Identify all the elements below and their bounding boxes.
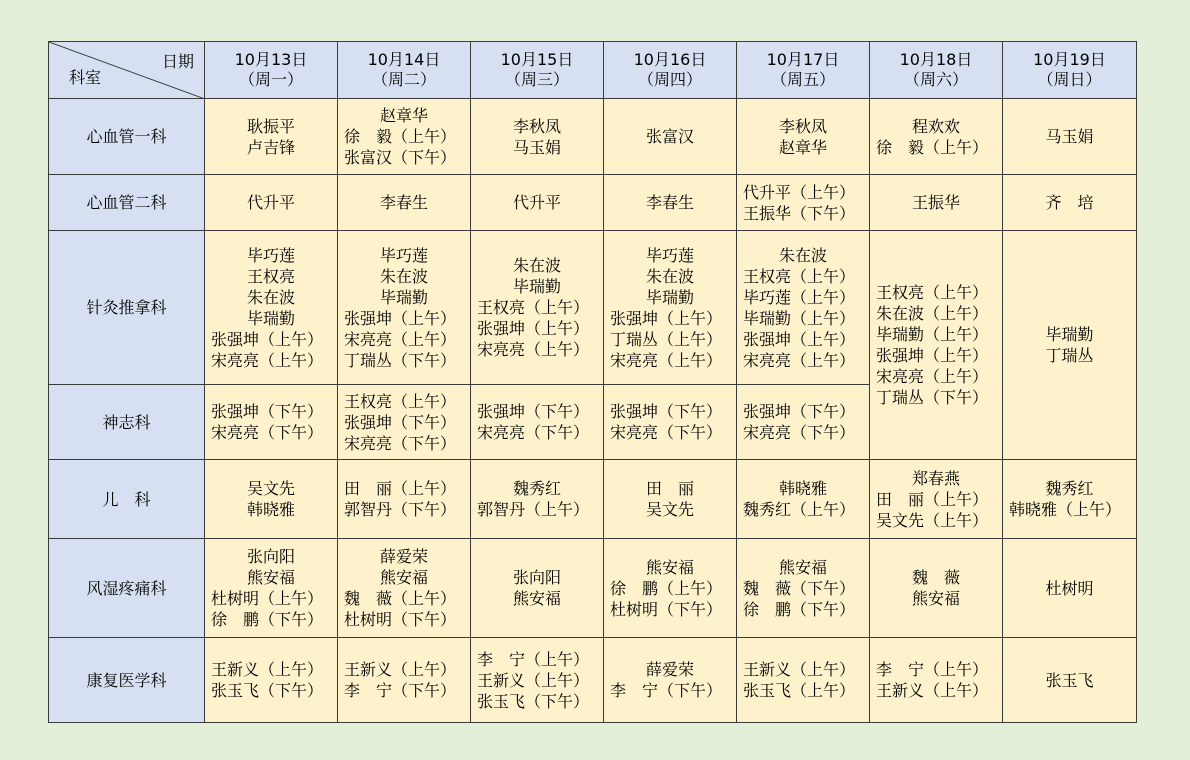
schedule-cell bbox=[338, 638, 471, 723]
staff-entry: 毕巧莲 bbox=[246, 245, 295, 265]
schedule-cell bbox=[1003, 175, 1137, 231]
cell-content bbox=[604, 659, 736, 701]
cell-content bbox=[737, 659, 869, 701]
staff-entry: 李秋凤 bbox=[778, 116, 827, 136]
cell-content bbox=[471, 478, 603, 520]
cell-content bbox=[870, 282, 1002, 408]
staff-entry: 薛爱荣 bbox=[645, 660, 694, 679]
staff-entry: 张富汉 bbox=[645, 127, 694, 146]
staff-entry: 李春生 bbox=[645, 193, 694, 212]
day-date: 10月15日 bbox=[500, 50, 574, 69]
corner-date-label: 日期 bbox=[161, 52, 194, 71]
staff-entry: 张强坤（上午） bbox=[876, 346, 989, 365]
schedule-cell bbox=[471, 539, 604, 638]
staff-entry: 徐 鹏（下午） bbox=[211, 610, 324, 629]
staff-entry: 张强坤（上午） bbox=[610, 308, 723, 328]
staff-entry: 宋亮亮（上午） bbox=[610, 350, 723, 370]
day-weekday: （周二） bbox=[371, 70, 436, 89]
staff-entry: 代升平 bbox=[512, 193, 561, 212]
staff-entry: 韩晓雅 bbox=[246, 500, 295, 519]
staff-entry: 朱在波 bbox=[645, 266, 694, 286]
staff-entry: 王权亮（上午） bbox=[743, 266, 856, 286]
staff-entry: 张强坤（下午） bbox=[610, 402, 723, 421]
day-date: 10月16日 bbox=[633, 50, 707, 69]
schedule-cell bbox=[604, 638, 737, 723]
schedule-cell bbox=[205, 460, 338, 539]
day-header-mon bbox=[205, 42, 338, 99]
staff-entry: 郭智丹（下午） bbox=[344, 500, 457, 519]
staff-entry: 张玉飞（下午） bbox=[211, 681, 324, 700]
schedule-cell bbox=[604, 539, 737, 638]
schedule-cell bbox=[1003, 539, 1137, 638]
cell-content bbox=[205, 116, 337, 158]
department-name: 针灸推拿科 bbox=[49, 231, 205, 385]
staff-entry: 丁瑞丛（上午） bbox=[610, 329, 723, 349]
department-row bbox=[49, 539, 1137, 638]
schedule-cell bbox=[205, 175, 338, 231]
department-name: 康复医学科 bbox=[49, 638, 205, 723]
staff-entry: 赵章华 bbox=[379, 106, 428, 125]
staff-entry: 张玉飞 bbox=[1045, 670, 1094, 690]
department-row bbox=[49, 99, 1137, 175]
staff-entry: 宋亮亮（下午） bbox=[477, 423, 590, 442]
schedule-cell bbox=[737, 460, 870, 539]
cell-content bbox=[737, 401, 869, 443]
staff-entry: 朱在波 bbox=[246, 287, 295, 307]
staff-entry: 毕瑞勤 bbox=[512, 277, 561, 296]
day-date: 10月18日 bbox=[899, 50, 973, 69]
cell-content bbox=[338, 546, 470, 630]
schedule-cell bbox=[1003, 99, 1137, 175]
staff-entry: 徐 毅（上午） bbox=[344, 127, 457, 146]
day-header-sat bbox=[870, 42, 1003, 99]
cell-content bbox=[471, 255, 603, 360]
cell-content bbox=[604, 401, 736, 443]
staff-entry: 徐 鹏（下午） bbox=[743, 599, 856, 619]
staff-entry: 魏 薇 bbox=[911, 568, 960, 587]
schedule-cell bbox=[737, 385, 870, 460]
staff-entry: 田 丽（上午） bbox=[876, 489, 989, 509]
day-header-fri bbox=[737, 42, 870, 99]
staff-entry: 张玉飞（下午） bbox=[477, 691, 590, 711]
staff-entry: 丁瑞丛（下午） bbox=[876, 388, 989, 407]
staff-entry: 张玉飞（上午） bbox=[743, 681, 856, 700]
staff-entry: 丁瑞丛 bbox=[1045, 346, 1094, 365]
staff-entry: 吴文先（上午） bbox=[876, 510, 989, 530]
schedule-cell-merged bbox=[1003, 231, 1137, 460]
schedule-cell bbox=[604, 385, 737, 460]
department-row bbox=[49, 638, 1137, 723]
staff-entry: 程欢欢 bbox=[911, 116, 960, 136]
staff-entry: 韩晓雅 bbox=[778, 479, 827, 498]
cell-content bbox=[205, 401, 337, 443]
cell-content bbox=[604, 557, 736, 620]
staff-entry: 代升平（上午） bbox=[743, 182, 856, 202]
department-name: 神志科 bbox=[49, 385, 205, 460]
corner-department-label: 科室 bbox=[69, 68, 102, 87]
schedule-cell bbox=[471, 99, 604, 175]
staff-entry: 宋亮亮（下午） bbox=[344, 433, 457, 453]
department-row bbox=[49, 231, 1137, 385]
staff-entry: 王振华（下午） bbox=[743, 203, 856, 223]
staff-entry: 魏 薇（下午） bbox=[743, 578, 856, 598]
staff-entry: 李 宁（上午） bbox=[876, 660, 989, 679]
staff-entry: 熊安福 bbox=[512, 589, 561, 608]
cell-content bbox=[1003, 478, 1136, 520]
staff-entry: 朱在波 bbox=[512, 256, 561, 275]
department-name: 风湿疼痛科 bbox=[49, 539, 205, 638]
staff-entry: 朱在波（上午） bbox=[876, 304, 989, 323]
staff-entry: 郭智丹（上午） bbox=[477, 500, 590, 519]
cell-content bbox=[870, 468, 1002, 531]
staff-entry: 宋亮亮（上午） bbox=[876, 367, 989, 386]
staff-entry: 耿振平 bbox=[246, 116, 295, 136]
department-name: 儿 科 bbox=[49, 460, 205, 539]
day-weekday: （周六） bbox=[903, 70, 968, 89]
staff-entry: 毕瑞勤 bbox=[645, 287, 694, 307]
day-date: 10月14日 bbox=[367, 50, 441, 69]
staff-entry: 卢吉锋 bbox=[246, 137, 295, 157]
staff-entry: 郑春燕 bbox=[911, 468, 960, 488]
schedule-cell bbox=[205, 385, 338, 460]
schedule-cell bbox=[338, 460, 471, 539]
schedule-cell bbox=[737, 638, 870, 723]
cell-content bbox=[1003, 126, 1136, 147]
schedule-cell bbox=[604, 99, 737, 175]
staff-entry: 张强坤（下午） bbox=[477, 402, 590, 421]
staff-entry: 张强坤（上午） bbox=[477, 319, 590, 338]
staff-entry: 王权亮（上午） bbox=[344, 391, 457, 411]
staff-entry: 王权亮（上午） bbox=[477, 298, 590, 317]
cell-content bbox=[338, 478, 470, 520]
staff-entry: 魏秀红（上午） bbox=[743, 500, 856, 519]
staff-entry: 毕巧莲 bbox=[379, 245, 428, 265]
department-name: 心血管一科 bbox=[49, 99, 205, 175]
duty-schedule-table bbox=[48, 41, 1137, 723]
day-weekday: （周五） bbox=[770, 70, 835, 89]
cell-content bbox=[604, 478, 736, 520]
cell-content bbox=[338, 245, 470, 371]
corner-header-cell bbox=[49, 42, 205, 99]
cell-content bbox=[338, 192, 470, 213]
staff-entry: 张强坤（下午） bbox=[211, 402, 324, 421]
staff-entry: 宋亮亮（下午） bbox=[211, 423, 324, 442]
staff-entry: 魏秀红 bbox=[1045, 479, 1094, 498]
day-date: 10月17日 bbox=[766, 50, 840, 69]
cell-content bbox=[737, 478, 869, 520]
schedule-cell bbox=[870, 175, 1003, 231]
schedule-cell bbox=[471, 460, 604, 539]
cell-content bbox=[338, 659, 470, 701]
staff-entry: 吴文先 bbox=[645, 500, 694, 519]
cell-content bbox=[604, 126, 736, 147]
day-weekday: （周三） bbox=[504, 70, 569, 89]
day-header-wed bbox=[471, 42, 604, 99]
staff-entry: 杜树明（下午） bbox=[610, 599, 723, 619]
schedule-cell bbox=[471, 638, 604, 723]
staff-entry: 张强坤（上午） bbox=[743, 329, 856, 349]
cell-content bbox=[471, 192, 603, 213]
cell-content bbox=[471, 116, 603, 158]
staff-entry: 宋亮亮（下午） bbox=[610, 423, 723, 442]
staff-entry: 宋亮亮（上午） bbox=[743, 350, 856, 370]
staff-entry: 徐 毅（上午） bbox=[876, 137, 989, 157]
staff-entry: 魏秀红 bbox=[512, 479, 561, 498]
staff-entry: 熊安福 bbox=[379, 568, 428, 587]
schedule-cell bbox=[604, 175, 737, 231]
staff-entry: 王振华 bbox=[911, 193, 960, 212]
staff-entry: 杜树明（下午） bbox=[344, 610, 457, 629]
staff-entry: 张强坤（上午） bbox=[344, 308, 457, 328]
schedule-cell bbox=[338, 175, 471, 231]
schedule-cell bbox=[471, 385, 604, 460]
staff-entry: 宋亮亮（上午） bbox=[344, 329, 457, 349]
staff-entry: 赵章华 bbox=[778, 137, 827, 157]
schedule-cell bbox=[737, 539, 870, 638]
cell-content bbox=[205, 659, 337, 701]
schedule-cell bbox=[338, 539, 471, 638]
schedule-cell bbox=[870, 539, 1003, 638]
schedule-cell bbox=[870, 460, 1003, 539]
staff-entry: 熊安福 bbox=[911, 589, 960, 608]
staff-entry: 王新义（上午） bbox=[344, 660, 457, 679]
schedule-cell bbox=[737, 231, 870, 385]
cell-content bbox=[870, 659, 1002, 701]
staff-entry: 熊安福 bbox=[645, 557, 694, 577]
cell-content bbox=[737, 182, 869, 224]
staff-entry: 李春生 bbox=[379, 193, 428, 212]
day-header-sun bbox=[1003, 42, 1137, 99]
staff-entry: 朱在波 bbox=[379, 266, 428, 286]
cell-content bbox=[205, 478, 337, 520]
cell-content bbox=[471, 567, 603, 609]
staff-entry: 徐 鹏（上午） bbox=[610, 578, 723, 598]
staff-entry: 张向阳 bbox=[246, 547, 295, 566]
day-header-thu bbox=[604, 42, 737, 99]
cell-content bbox=[205, 245, 337, 371]
day-date: 10月13日 bbox=[234, 50, 308, 69]
staff-entry: 王新义（上午） bbox=[477, 670, 590, 690]
cell-content bbox=[604, 192, 736, 213]
staff-entry: 张富汉（下午） bbox=[344, 148, 457, 167]
cell-content bbox=[1003, 670, 1136, 691]
staff-entry: 杜树明 bbox=[1045, 578, 1094, 598]
staff-entry: 韩晓雅（上午） bbox=[1009, 500, 1122, 519]
staff-entry: 李 宁（下午） bbox=[610, 681, 723, 700]
department-row bbox=[49, 175, 1137, 231]
schedule-cell bbox=[604, 460, 737, 539]
staff-entry: 张强坤（下午） bbox=[344, 412, 457, 432]
cell-content bbox=[471, 649, 603, 712]
staff-entry: 魏 薇（上午） bbox=[344, 589, 457, 608]
schedule-cell bbox=[471, 231, 604, 385]
cell-content bbox=[1003, 192, 1136, 213]
schedule-cell bbox=[604, 231, 737, 385]
schedule-cell bbox=[338, 231, 471, 385]
staff-entry: 毕瑞勤 bbox=[246, 308, 295, 328]
schedule-cell bbox=[205, 99, 338, 175]
schedule-cell bbox=[737, 99, 870, 175]
staff-entry: 薛爱荣 bbox=[379, 547, 428, 566]
staff-entry: 李 宁（下午） bbox=[344, 681, 457, 700]
staff-entry: 王权亮（上午） bbox=[876, 283, 989, 302]
staff-entry: 宋亮亮（上午） bbox=[211, 350, 324, 370]
staff-entry: 毕瑞勤（上午） bbox=[743, 308, 856, 328]
schedule-cell bbox=[205, 638, 338, 723]
staff-entry: 王新义（上午） bbox=[876, 681, 989, 700]
staff-entry: 毕瑞勤 bbox=[1045, 325, 1094, 344]
schedule-cell bbox=[737, 175, 870, 231]
cell-content bbox=[205, 546, 337, 630]
staff-entry: 丁瑞丛（下午） bbox=[344, 350, 457, 370]
staff-entry: 宋亮亮（下午） bbox=[743, 423, 856, 442]
day-weekday: （周日） bbox=[1037, 70, 1102, 89]
staff-entry: 王权亮 bbox=[246, 266, 295, 286]
cell-content bbox=[604, 245, 736, 371]
cell-content bbox=[338, 391, 470, 454]
staff-entry: 毕巧莲 bbox=[645, 245, 694, 265]
schedule-cell bbox=[870, 99, 1003, 175]
staff-entry: 熊安福 bbox=[246, 568, 295, 587]
day-date: 10月19日 bbox=[1033, 50, 1106, 69]
department-name: 心血管二科 bbox=[49, 175, 205, 231]
cell-content bbox=[737, 116, 869, 158]
schedule-cell-merged bbox=[870, 231, 1003, 460]
schedule-cell bbox=[338, 99, 471, 175]
staff-entry: 田 丽 bbox=[645, 479, 694, 498]
schedule-cell bbox=[870, 638, 1003, 723]
staff-entry: 杜树明（上午） bbox=[211, 589, 324, 608]
staff-entry: 吴文先 bbox=[246, 479, 295, 498]
schedule-cell bbox=[471, 175, 604, 231]
cell-content bbox=[338, 105, 470, 168]
staff-entry: 李 宁（上午） bbox=[477, 649, 590, 669]
header-row bbox=[49, 42, 1137, 99]
cell-content bbox=[870, 192, 1002, 213]
cell-content bbox=[870, 567, 1002, 609]
staff-entry: 熊安福 bbox=[778, 557, 827, 577]
staff-entry: 王新义（上午） bbox=[211, 660, 324, 679]
cell-content bbox=[870, 116, 1002, 158]
staff-entry: 田 丽（上午） bbox=[344, 479, 457, 498]
staff-entry: 马玉娟 bbox=[512, 137, 561, 157]
schedule-cell bbox=[1003, 460, 1137, 539]
schedule-cell bbox=[1003, 638, 1137, 723]
staff-entry: 齐 培 bbox=[1045, 193, 1094, 212]
staff-entry: 毕瑞勤 bbox=[379, 287, 428, 307]
schedule-cell bbox=[205, 539, 338, 638]
staff-entry: 朱在波 bbox=[778, 245, 827, 265]
day-weekday: （周一） bbox=[238, 70, 303, 89]
staff-entry: 代升平 bbox=[246, 193, 295, 212]
cell-content bbox=[1003, 578, 1136, 599]
cell-content bbox=[1003, 324, 1136, 366]
day-weekday: （周四） bbox=[637, 70, 702, 89]
schedule-cell bbox=[205, 231, 338, 385]
staff-entry: 宋亮亮（上午） bbox=[477, 340, 590, 359]
day-header-tue bbox=[338, 42, 471, 99]
department-row bbox=[49, 460, 1137, 539]
staff-entry: 马玉娟 bbox=[1045, 127, 1094, 146]
cell-content bbox=[737, 557, 869, 620]
cell-content bbox=[737, 245, 869, 371]
staff-entry: 毕瑞勤（上午） bbox=[876, 325, 989, 344]
cell-content bbox=[471, 401, 603, 443]
cell-content bbox=[205, 192, 337, 213]
staff-entry: 张向阳 bbox=[512, 568, 561, 587]
staff-entry: 张强坤（下午） bbox=[743, 402, 856, 421]
staff-entry: 张强坤（上午） bbox=[211, 329, 324, 349]
staff-entry: 毕巧莲（上午） bbox=[743, 287, 856, 307]
schedule-cell bbox=[338, 385, 471, 460]
staff-entry: 李秋凤 bbox=[512, 116, 561, 136]
staff-entry: 王新义（上午） bbox=[743, 660, 856, 679]
